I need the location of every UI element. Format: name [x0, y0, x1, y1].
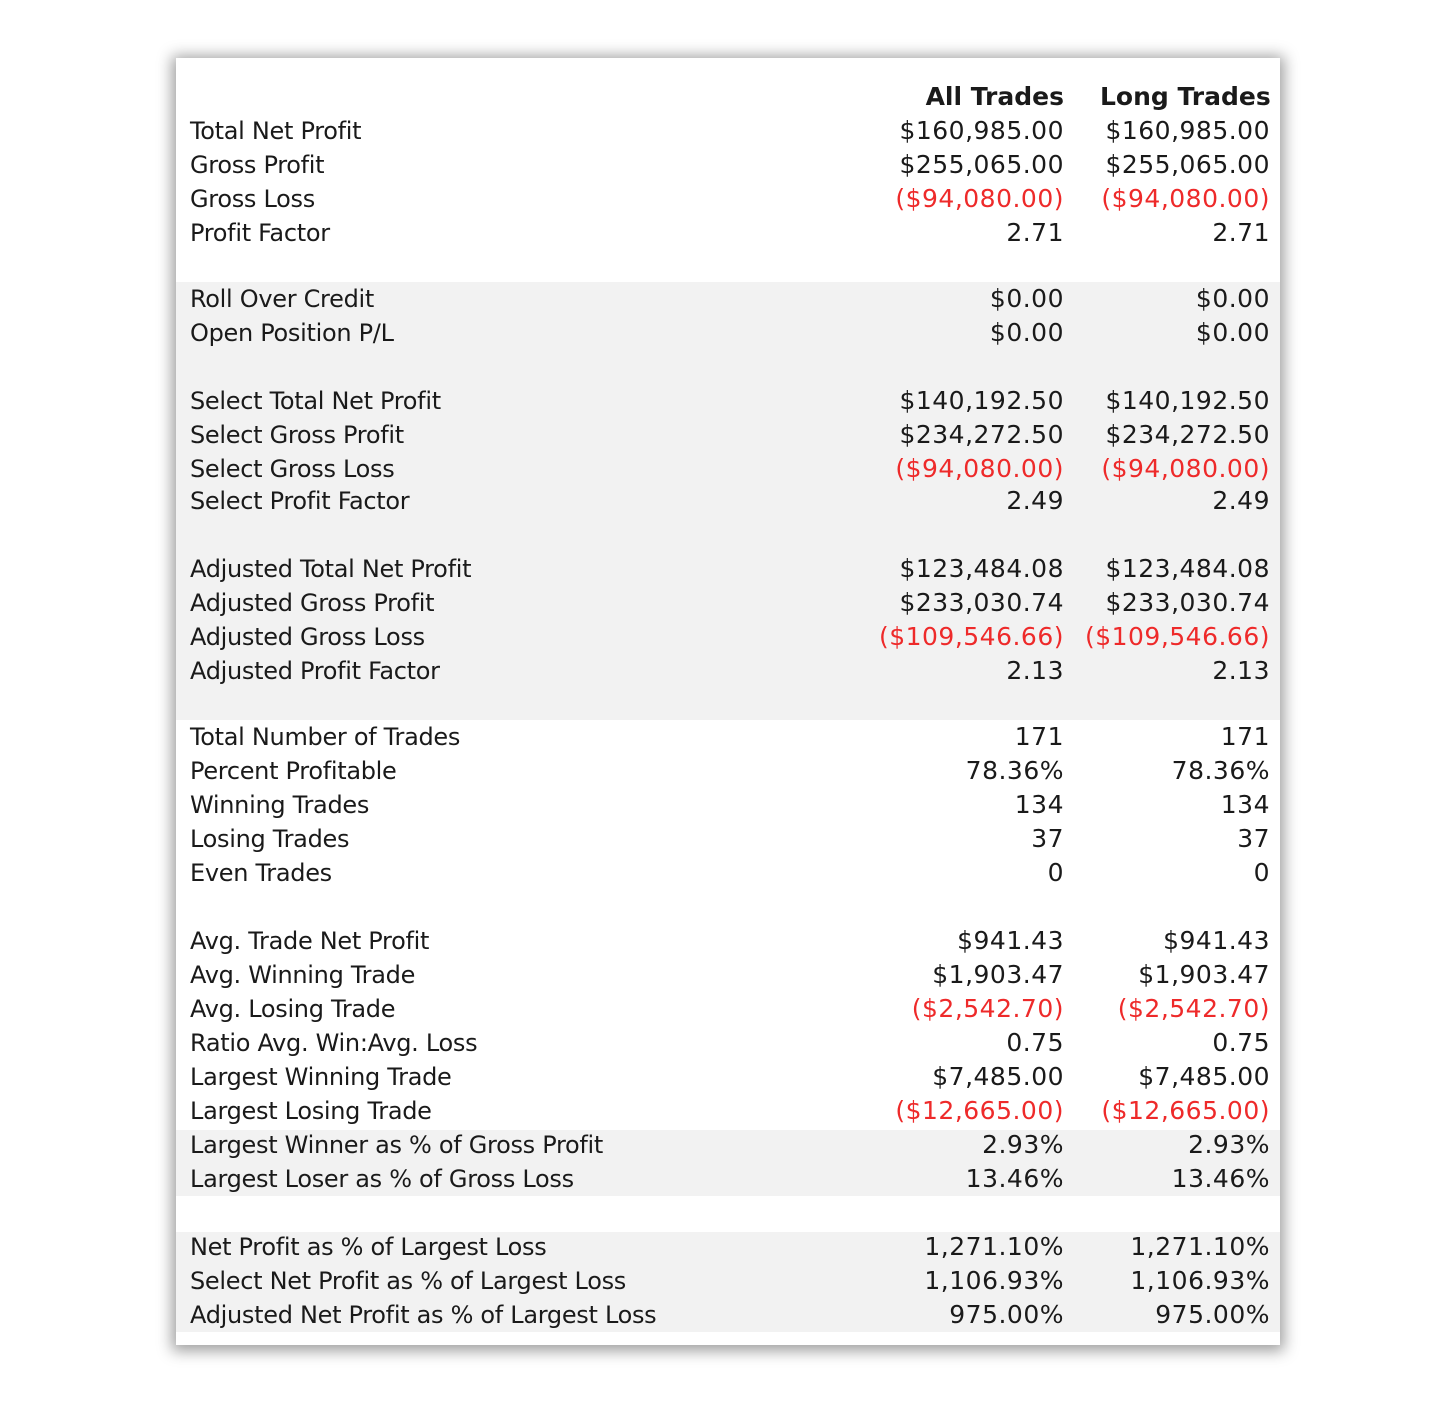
- long-trades-value: $0.00: [1195, 284, 1270, 313]
- metric-label: Adjusted Gross Loss: [190, 623, 425, 651]
- metric-label: Adjusted Gross Profit: [190, 589, 435, 617]
- metric-label: Total Number of Trades: [190, 723, 461, 751]
- metric-label: Largest Winning Trade: [190, 1063, 452, 1091]
- metric-label: Open Position P/L: [190, 319, 394, 347]
- all-trades-value: $123,484.08: [899, 554, 1064, 583]
- all-trades-value: 1,271.10%: [924, 1232, 1064, 1261]
- all-trades-value: ($94,080.00): [895, 184, 1064, 213]
- metric-label: Adjusted Total Net Profit: [190, 555, 472, 583]
- metric-row: [176, 620, 1280, 654]
- long-trades-value: $1,903.47: [1138, 960, 1270, 989]
- all-trades-value: $1,903.47: [932, 960, 1064, 989]
- metric-row: [176, 552, 1280, 586]
- long-trades-value: 171: [1220, 722, 1270, 751]
- metric-row: [176, 114, 1280, 148]
- metric-label: Profit Factor: [190, 219, 330, 247]
- all-trades-value: ($12,665.00): [895, 1096, 1064, 1125]
- metric-row: [176, 316, 1280, 350]
- all-trades-value: $140,192.50: [899, 386, 1064, 415]
- metric-row: [176, 992, 1280, 1026]
- metric-row: [176, 822, 1280, 856]
- metric-row: [176, 216, 1280, 250]
- metric-row: [176, 1128, 1280, 1162]
- all-trades-value: 1,106.93%: [924, 1266, 1064, 1295]
- metric-label: Net Profit as % of Largest Loss: [190, 1233, 547, 1261]
- all-trades-value: ($2,542.70): [911, 994, 1064, 1023]
- all-trades-value: 2.49: [1006, 486, 1064, 515]
- metric-label: Avg. Trade Net Profit: [190, 927, 430, 955]
- metric-label: Gross Loss: [190, 185, 315, 213]
- long-trades-value: 13.46%: [1171, 1164, 1270, 1193]
- all-trades-value: 0: [1047, 858, 1064, 887]
- long-trades-value: 1,106.93%: [1130, 1266, 1270, 1295]
- metric-label: Select Net Profit as % of Largest Loss: [190, 1267, 626, 1295]
- metric-row: [176, 1264, 1280, 1298]
- performance-report-panel: [176, 58, 1280, 1345]
- all-trades-value: ($94,080.00): [895, 454, 1064, 483]
- all-trades-value: $0.00: [989, 318, 1064, 347]
- long-trades-value: $233,030.74: [1105, 588, 1270, 617]
- metric-label: Losing Trades: [190, 825, 350, 853]
- all-trades-value: 78.36%: [965, 756, 1064, 785]
- all-trades-value: 975.00%: [949, 1300, 1064, 1329]
- long-trades-value: 37: [1237, 824, 1270, 853]
- all-trades-value: $7,485.00: [932, 1062, 1064, 1091]
- all-trades-value: $941.43: [957, 926, 1064, 955]
- all-trades-value: $234,272.50: [899, 420, 1064, 449]
- long-trades-value: $255,065.00: [1105, 150, 1270, 179]
- metric-label: Select Total Net Profit: [190, 387, 441, 415]
- metric-row: [176, 1094, 1280, 1128]
- all-trades-value: $0.00: [989, 284, 1064, 313]
- long-trades-value: $140,192.50: [1105, 386, 1270, 415]
- all-trades-value: $255,065.00: [899, 150, 1064, 179]
- metric-label: Select Gross Profit: [190, 421, 404, 449]
- metric-row: [176, 484, 1280, 518]
- long-trades-value: $160,985.00: [1105, 116, 1270, 145]
- metric-row: [176, 418, 1280, 452]
- metric-row: [176, 856, 1280, 890]
- long-trades-value: 2.71: [1212, 218, 1270, 247]
- all-trades-value: ($109,546.66): [878, 622, 1064, 651]
- metric-label: Select Gross Loss: [190, 455, 395, 483]
- metric-label: Ratio Avg. Win:Avg. Loss: [190, 1029, 478, 1057]
- metric-row: [176, 720, 1280, 754]
- all-trades-value: $160,985.00: [899, 116, 1064, 145]
- metric-label: Select Profit Factor: [190, 487, 410, 515]
- metric-label: Largest Winner as % of Gross Profit: [190, 1131, 604, 1159]
- metric-row: [176, 654, 1280, 688]
- all-trades-value: 2.93%: [982, 1130, 1064, 1159]
- all-trades-value: 0.75: [1006, 1028, 1064, 1057]
- long-trades-value: ($2,542.70): [1117, 994, 1270, 1023]
- long-trades-value: 0: [1253, 858, 1270, 887]
- metric-label: Roll Over Credit: [190, 285, 374, 313]
- metric-row: [176, 788, 1280, 822]
- metric-row: [176, 384, 1280, 418]
- long-trades-value: 975.00%: [1155, 1300, 1270, 1329]
- metric-row: [176, 754, 1280, 788]
- metric-row: [176, 1060, 1280, 1094]
- long-trades-value: 2.13: [1212, 656, 1270, 685]
- metric-label: Largest Losing Trade: [190, 1097, 432, 1125]
- all-trades-value: 2.71: [1006, 218, 1064, 247]
- all-trades-value: 134: [1014, 790, 1064, 819]
- long-trades-value: ($12,665.00): [1101, 1096, 1270, 1125]
- metric-label: Avg. Losing Trade: [190, 995, 396, 1023]
- header-long-trades: Long Trades: [1100, 82, 1271, 111]
- metric-row: [176, 148, 1280, 182]
- metric-row: [176, 1230, 1280, 1264]
- long-trades-value: 78.36%: [1171, 756, 1270, 785]
- long-trades-value: ($94,080.00): [1101, 184, 1270, 213]
- metric-row: [176, 282, 1280, 316]
- long-trades-value: $941.43: [1163, 926, 1270, 955]
- long-trades-value: $7,485.00: [1138, 1062, 1270, 1091]
- metric-row: [176, 958, 1280, 992]
- metric-label: Gross Profit: [190, 151, 325, 179]
- metric-row: [176, 182, 1280, 216]
- metric-row: [176, 1026, 1280, 1060]
- metric-label: Winning Trades: [190, 791, 370, 819]
- metric-label: Avg. Winning Trade: [190, 961, 416, 989]
- metric-row: [176, 924, 1280, 958]
- long-trades-value: 134: [1220, 790, 1270, 819]
- all-trades-value: 2.13: [1006, 656, 1064, 685]
- metric-label: Percent Profitable: [190, 757, 397, 785]
- long-trades-value: 0.75: [1212, 1028, 1270, 1057]
- metric-row: [176, 586, 1280, 620]
- metric-label: Adjusted Net Profit as % of Largest Loss: [190, 1301, 657, 1329]
- long-trades-value: 2.49: [1212, 486, 1270, 515]
- metric-label: Total Net Profit: [190, 117, 362, 145]
- metric-row: [176, 1162, 1280, 1196]
- metric-label: Largest Loser as % of Gross Loss: [190, 1165, 574, 1193]
- long-trades-value: ($109,546.66): [1084, 622, 1270, 651]
- metric-row: [176, 452, 1280, 486]
- long-trades-value: ($94,080.00): [1101, 454, 1270, 483]
- long-trades-value: $123,484.08: [1105, 554, 1270, 583]
- long-trades-value: 2.93%: [1188, 1130, 1270, 1159]
- all-trades-value: 37: [1031, 824, 1064, 853]
- long-trades-value: 1,271.10%: [1130, 1232, 1270, 1261]
- all-trades-value: 171: [1014, 722, 1064, 751]
- metric-row: [176, 1298, 1280, 1332]
- all-trades-value: $233,030.74: [899, 588, 1064, 617]
- header-all-trades: All Trades: [925, 82, 1064, 111]
- metric-label: Adjusted Profit Factor: [190, 657, 440, 685]
- long-trades-value: $0.00: [1195, 318, 1270, 347]
- long-trades-value: $234,272.50: [1105, 420, 1270, 449]
- all-trades-value: 13.46%: [965, 1164, 1064, 1193]
- metric-label: Even Trades: [190, 859, 332, 887]
